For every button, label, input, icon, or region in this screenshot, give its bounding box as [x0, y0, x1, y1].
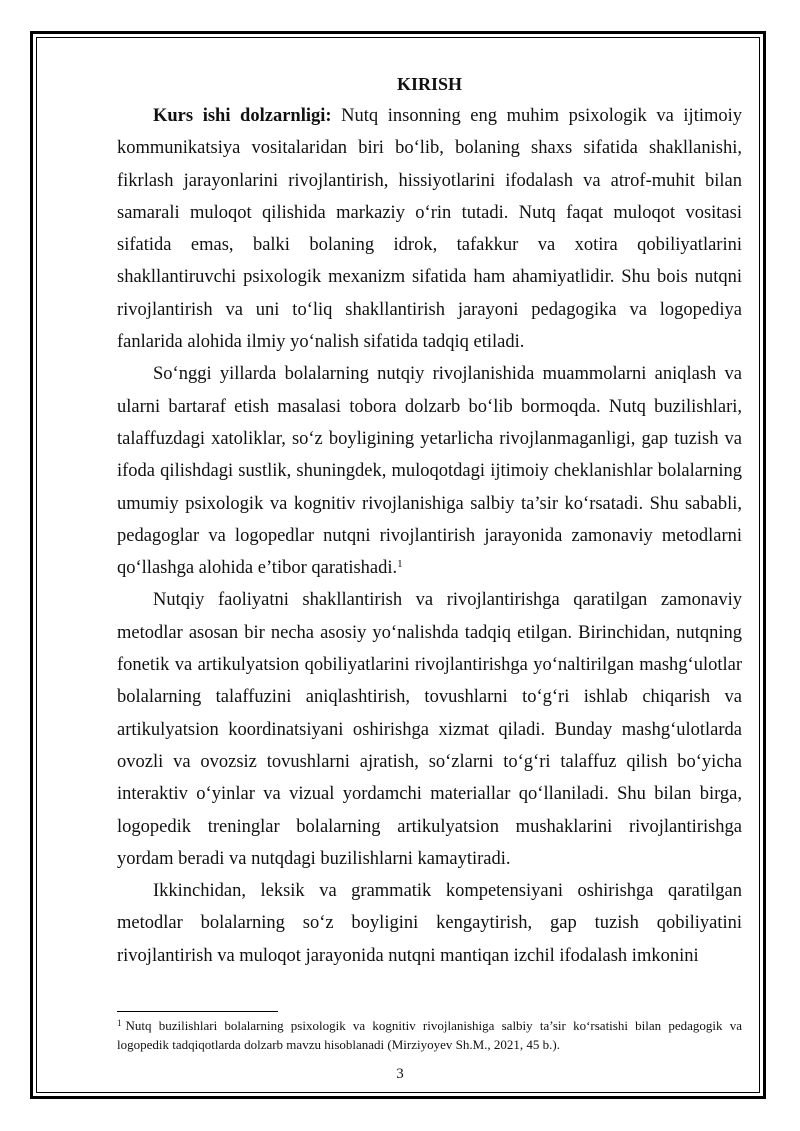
paragraph-relevance: [117, 100, 742, 358]
footnote: [117, 1016, 742, 1054]
paragraph-text: Nutq insonning eng muhim psixologik va ijtimoiy kommunikatsiya vositalaridan biri bo‘lib, bolaning shaxs sifatida shakllanishi, fikrlash jarayonlarini rivojlantirish, hissiyotlarini ifodalash va atrof-muhit bilan samarali muloqot qilishida markaziy o‘rin tutadi. Nutq faqat muloqot vositasi sifatida emas, balki bolaning idrok, tafakkur va xotira qobiliyatlarini shakllantiruvchi psixologik mexanizm sifatida ham ahamiyatlidir. Shu bois nutqni rivojlantirish va uni to‘liq shakllantirish jarayoni pedagogika va logopediya fanlarida alohida ilmiy yo‘nalish sifatida tadqiq etiladi.: [117, 106, 743, 353]
paragraph-problems: [117, 358, 742, 584]
page-number: 3: [396, 1066, 404, 1082]
paragraph-text: So‘nggi yillarda bolalarning nutqiy rivojlanishida muammolarni aniqlash va ularni bartaraf etish masalasi tobora dolzarb bo‘lib bormoqda. Nutq buzilishlari, talaffuzdagi xatoliklar, so‘z boyligining yetarlicha rivojlanmaganligi, gap tuzish va ifoda qilishdagi sustlik, shuningdek, muloqotdagi ijtimoiy cheklanishlar bolalarning umumiy psixologik va kognitiv rivojlanishiga salbiy ta’sir ko‘rsatadi. Shu sababli, pedagoglar va logopedlar nutqni rivojlantirish jarayonida zamonaviy metodlarni qo‘llashga alohida e’tibor qaratishadi.: [117, 364, 742, 579]
paragraph-methods: [117, 584, 742, 875]
footnote-divider: [117, 1011, 278, 1012]
section-title: KIRISH: [396, 74, 463, 94]
document-body: [117, 72, 742, 972]
paragraph-lexical: [117, 875, 742, 972]
footnote-reference[interactable]: 1: [397, 558, 403, 571]
paragraph-text: Ikkinchidan, leksik va grammatik kompetensiyani oshirishga qaratilgan metodlar bolalarning so‘z boyligini kengaytirish, gap tuzish qobiliyatini rivojlantirish va muloqot jarayonida nutqni mantiqan izchil ifodalash imkonini: [117, 881, 742, 966]
footnote-text: Nutq buzilishlari bolalarning psixologik va kognitiv rivojlanishiga salbiy ta’sir ko‘rsatishi bilan pedagogik va logopedik tadqiqotlarda dolzarb mavzu hisoblanadi (Mirziyoyev Sh.M., 2021, 45 b.).: [117, 1018, 742, 1052]
footnote-marker: 1: [117, 1018, 122, 1028]
paragraph-text: Nutqiy faoliyatni shakllantirish va rivojlantirishga qaratilgan zamonaviy metodlar asosan bir necha asosiy yo‘nalishda tadqiq etilgan. Birinchidan, nutqning fonetik va artikulyatsion qobiliyatlarini rivojlantirishga yo‘naltirilgan mashg‘ulotlar bolalarning talaffuzini aniqlashtirish, tovushlarni to‘g‘ri ishlab chiqarish va artikulyatsion koordinatsiyani oshirishga xizmat qiladi. Bunday mashg‘ulotlarda ovozli va ovozsiz tovushlarni ajratish, so‘zlarni to‘g‘ri talaffuz qilish bo‘yicha interaktiv o‘yinlar va vizual yordamchi materiallar qo‘llaniladi. Shu bilan birga, logopedik treninglar bolalarning artikulyatsion mushaklarini rivojlantirishga yordam beradi va nutqdagi buzilishlarni kamaytiradi.: [117, 590, 742, 869]
paragraph-lead: Kurs ishi dolzarnligi:: [153, 106, 332, 126]
